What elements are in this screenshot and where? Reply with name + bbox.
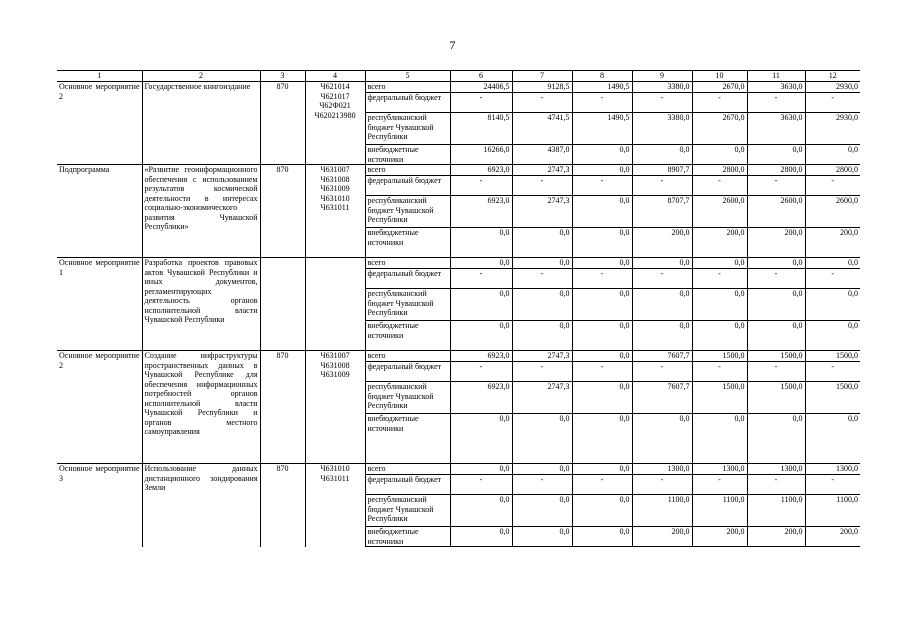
amount-cell: 2747,3 (512, 382, 572, 414)
amount-cell: - (632, 176, 692, 196)
amount-cell: 1500,0 (805, 351, 860, 362)
amount-cell: 4387,0 (512, 145, 572, 165)
amount-cell: - (747, 475, 805, 495)
amount-cell: - (632, 269, 692, 289)
amount-cell: 0,0 (572, 196, 632, 228)
admin-code-cell: 870 (260, 165, 305, 258)
amount-cell: 0,0 (572, 258, 632, 269)
amount-cell: 0,0 (512, 414, 572, 464)
funding-source-cell: федеральный бюджет (365, 269, 450, 289)
amount-cell: 1100,0 (805, 495, 860, 527)
amount-cell: - (692, 93, 747, 113)
amount-cell: 6923,0 (450, 196, 512, 228)
amount-cell: - (512, 176, 572, 196)
amount-cell: - (450, 475, 512, 495)
funding-source-cell: республиканский бюджет Чувашской Республики (365, 113, 450, 145)
amount-cell: 6923,0 (450, 351, 512, 362)
amount-cell: 0,0 (632, 289, 692, 321)
amount-cell: 1300,0 (805, 464, 860, 475)
funding-source-cell: республиканский бюджет Чувашской Республики (365, 196, 450, 228)
amount-cell: 0,0 (572, 321, 632, 351)
amount-cell: 7607,7 (632, 382, 692, 414)
amount-cell: 200,0 (632, 228, 692, 258)
amount-cell: 0,0 (572, 289, 632, 321)
amount-cell: 8907,7 (632, 165, 692, 176)
header-row (57, 71, 860, 82)
funding-source-cell: внебюджетные источники (365, 145, 450, 165)
amount-cell: - (747, 269, 805, 289)
amount-cell: 0,0 (632, 258, 692, 269)
amount-cell: - (572, 269, 632, 289)
amount-cell: 1300,0 (692, 464, 747, 475)
funding-source-cell: внебюджетные источники (365, 414, 450, 464)
amount-cell: - (747, 176, 805, 196)
amount-cell: 0,0 (572, 351, 632, 362)
amount-cell: 0,0 (572, 228, 632, 258)
budget-table (57, 70, 860, 547)
amount-cell: 0,0 (450, 289, 512, 321)
funding-source-cell: всего (365, 351, 450, 362)
amount-cell: - (805, 475, 860, 495)
amount-cell: 0,0 (805, 289, 860, 321)
amount-cell: 0,0 (572, 495, 632, 527)
funding-source-cell: всего (365, 165, 450, 176)
header-cell: 1 (57, 71, 142, 82)
amount-cell: 8707,7 (632, 196, 692, 228)
amount-cell: 3630,0 (747, 82, 805, 93)
header-cell: 6 (450, 71, 512, 82)
measure-title-cell: Создание инфраструктуры пространственных данных в Чувашской Республике для обеспечения информационных потребностей органов исполнительной власти Чувашской Республики и органов местного самоуправления (142, 351, 260, 464)
amount-cell: 0,0 (747, 289, 805, 321)
amount-cell: 1500,0 (747, 382, 805, 414)
amount-cell: 0,0 (805, 258, 860, 269)
amount-cell: 200,0 (747, 527, 805, 547)
amount-cell: 2747,3 (512, 196, 572, 228)
amount-cell: 3380,0 (632, 113, 692, 145)
program-name-cell: Подпрограмма (57, 165, 142, 258)
amount-cell: - (512, 362, 572, 382)
amount-cell: - (805, 176, 860, 196)
amount-cell: - (805, 269, 860, 289)
amount-cell: 16266,0 (450, 145, 512, 165)
amount-cell: 0,0 (450, 258, 512, 269)
amount-cell: - (747, 362, 805, 382)
amount-cell: 0,0 (747, 321, 805, 351)
amount-cell: 0,0 (632, 321, 692, 351)
amount-cell: - (512, 475, 572, 495)
amount-cell: 3630,0 (747, 113, 805, 145)
amount-cell: 1100,0 (692, 495, 747, 527)
funding-source-cell: республиканский бюджет Чувашской Республики (365, 382, 450, 414)
amount-cell: 24406,5 (450, 82, 512, 93)
amount-cell: 0,0 (692, 414, 747, 464)
header-cell: 5 (365, 71, 450, 82)
amount-cell: - (450, 176, 512, 196)
program-name-cell: Основное мероприятие 3 (57, 464, 142, 547)
amount-cell: - (692, 475, 747, 495)
amount-cell: 0,0 (512, 495, 572, 527)
funding-source-cell: федеральный бюджет (365, 176, 450, 196)
amount-cell: 200,0 (692, 527, 747, 547)
header-cell: 9 (632, 71, 692, 82)
amount-cell: 2600,0 (805, 196, 860, 228)
admin-code-cell (260, 258, 305, 351)
amount-cell: 2800,0 (805, 165, 860, 176)
funding-source-cell: федеральный бюджет (365, 475, 450, 495)
amount-cell: 2800,0 (747, 165, 805, 176)
amount-cell: 0,0 (512, 464, 572, 475)
amount-cell: 0,0 (805, 321, 860, 351)
amount-cell: 0,0 (805, 414, 860, 464)
budget-code-cell: Ч631007 Ч631008 Ч631009 (305, 351, 365, 464)
funding-source-cell: федеральный бюджет (365, 93, 450, 113)
funding-source-cell: республиканский бюджет Чувашской Республики (365, 289, 450, 321)
amount-cell: 0,0 (692, 321, 747, 351)
table-row (57, 464, 860, 475)
amount-cell: 4741,5 (512, 113, 572, 145)
amount-cell: 1490,5 (572, 113, 632, 145)
amount-cell: 6923,0 (450, 165, 512, 176)
amount-cell: 2747,3 (512, 165, 572, 176)
amount-cell: 0,0 (632, 145, 692, 165)
amount-cell: - (692, 362, 747, 382)
budget-code-cell: Ч621014 Ч621017 Ч62Ф021 Ч620213980 (305, 82, 365, 165)
header-cell: 11 (747, 71, 805, 82)
amount-cell: 200,0 (692, 228, 747, 258)
amount-cell: 0,0 (450, 495, 512, 527)
funding-source-cell: республиканский бюджет Чувашской Республики (365, 495, 450, 527)
amount-cell: 2600,0 (692, 196, 747, 228)
amount-cell: 2747,3 (512, 351, 572, 362)
amount-cell: - (572, 176, 632, 196)
amount-cell: 1490,5 (572, 82, 632, 93)
amount-cell: 0,0 (450, 228, 512, 258)
measure-title-cell: Государственное книгоиздание (142, 82, 260, 165)
amount-cell: 0,0 (572, 464, 632, 475)
amount-cell: - (450, 362, 512, 382)
amount-cell: 3380,0 (632, 82, 692, 93)
amount-cell: 2930,0 (805, 82, 860, 93)
amount-cell: 0,0 (512, 228, 572, 258)
program-name-cell: Основное мероприятие 2 (57, 351, 142, 464)
amount-cell: - (632, 362, 692, 382)
amount-cell: 0,0 (450, 414, 512, 464)
amount-cell: 2670,0 (692, 113, 747, 145)
amount-cell: 1500,0 (692, 382, 747, 414)
amount-cell: 2800,0 (692, 165, 747, 176)
table-row (57, 351, 860, 362)
amount-cell: 1300,0 (632, 464, 692, 475)
funding-source-cell: внебюджетные источники (365, 228, 450, 258)
funding-source-cell: федеральный бюджет (365, 362, 450, 382)
header-cell: 10 (692, 71, 747, 82)
amount-cell: - (512, 269, 572, 289)
amount-cell: 6923,0 (450, 382, 512, 414)
amount-cell: 1100,0 (747, 495, 805, 527)
measure-title-cell: Использование данных дистанционного зондирования Земли (142, 464, 260, 547)
amount-cell: 2600,0 (747, 196, 805, 228)
amount-cell: 0,0 (747, 145, 805, 165)
amount-cell: 2670,0 (692, 82, 747, 93)
amount-cell: 0,0 (692, 289, 747, 321)
amount-cell: 0,0 (512, 258, 572, 269)
amount-cell: - (692, 269, 747, 289)
amount-cell: 200,0 (747, 228, 805, 258)
amount-cell: 0,0 (450, 321, 512, 351)
table-body (57, 82, 860, 547)
funding-source-cell: всего (365, 82, 450, 93)
program-name-cell: Основное мероприятие 2 (57, 82, 142, 165)
measure-title-cell: Разработка проектов правовых актов Чувашской Республики и иных документов, регламентирующих деятельность органов исполнительной власти Чувашской Республики (142, 258, 260, 351)
amount-cell: 200,0 (805, 228, 860, 258)
amount-cell: - (572, 93, 632, 113)
amount-cell: 0,0 (572, 382, 632, 414)
amount-cell: - (450, 269, 512, 289)
amount-cell: 0,0 (747, 258, 805, 269)
amount-cell: 200,0 (632, 527, 692, 547)
table-row (57, 82, 860, 93)
amount-cell: 7607,7 (632, 351, 692, 362)
amount-cell: 0,0 (692, 258, 747, 269)
amount-cell: - (572, 362, 632, 382)
amount-cell: 1100,0 (632, 495, 692, 527)
funding-source-cell: внебюджетные источники (365, 527, 450, 547)
budget-code-cell: Ч631010 Ч631011 (305, 464, 365, 547)
amount-cell: 0,0 (512, 321, 572, 351)
budget-code-cell (305, 258, 365, 351)
table-row (57, 258, 860, 269)
amount-cell: 200,0 (805, 527, 860, 547)
amount-cell: 1500,0 (747, 351, 805, 362)
amount-cell: 2930,0 (805, 113, 860, 145)
amount-cell: - (805, 93, 860, 113)
amount-cell: 0,0 (805, 145, 860, 165)
amount-cell: 0,0 (747, 414, 805, 464)
funding-source-cell: всего (365, 464, 450, 475)
amount-cell: - (805, 362, 860, 382)
amount-cell: 1500,0 (805, 382, 860, 414)
header-cell: 4 (305, 71, 365, 82)
amount-cell: - (512, 93, 572, 113)
amount-cell: - (632, 93, 692, 113)
header-cell: 7 (512, 71, 572, 82)
amount-cell: 0,0 (512, 527, 572, 547)
funding-source-cell: внебюджетные источники (365, 321, 450, 351)
page-number: 7 (449, 38, 456, 52)
program-name-cell: Основное мероприятие 1 (57, 258, 142, 351)
amount-cell: 9128,5 (512, 82, 572, 93)
funding-source-cell: всего (365, 258, 450, 269)
amount-cell: 0,0 (692, 145, 747, 165)
admin-code-cell: 870 (260, 464, 305, 547)
amount-cell: 1300,0 (747, 464, 805, 475)
amount-cell: 0,0 (512, 289, 572, 321)
header-cell: 12 (805, 71, 860, 82)
amount-cell: - (747, 93, 805, 113)
amount-cell: 0,0 (632, 414, 692, 464)
table-row (57, 165, 860, 176)
amount-cell: 0,0 (572, 527, 632, 547)
amount-cell: 0,0 (572, 145, 632, 165)
header-cell: 3 (260, 71, 305, 82)
amount-cell: 0,0 (572, 165, 632, 176)
admin-code-cell: 870 (260, 82, 305, 165)
admin-code-cell: 870 (260, 351, 305, 464)
header-cell: 2 (142, 71, 260, 82)
budget-code-cell: Ч631007 Ч631008 Ч631009 Ч631010 Ч631011 (305, 165, 365, 258)
amount-cell: 8140,5 (450, 113, 512, 145)
amount-cell: 0,0 (450, 527, 512, 547)
amount-cell: 0,0 (450, 464, 512, 475)
amount-cell: - (632, 475, 692, 495)
amount-cell: - (572, 475, 632, 495)
measure-title-cell: «Развитие геоинформационного обеспечения с использованием результатов космической деятельности в интересах социально-экономического развития Чувашской Республики» (142, 165, 260, 258)
amount-cell: 1500,0 (692, 351, 747, 362)
header-cell: 8 (572, 71, 632, 82)
amount-cell: - (692, 176, 747, 196)
amount-cell: - (450, 93, 512, 113)
amount-cell: 0,0 (572, 414, 632, 464)
